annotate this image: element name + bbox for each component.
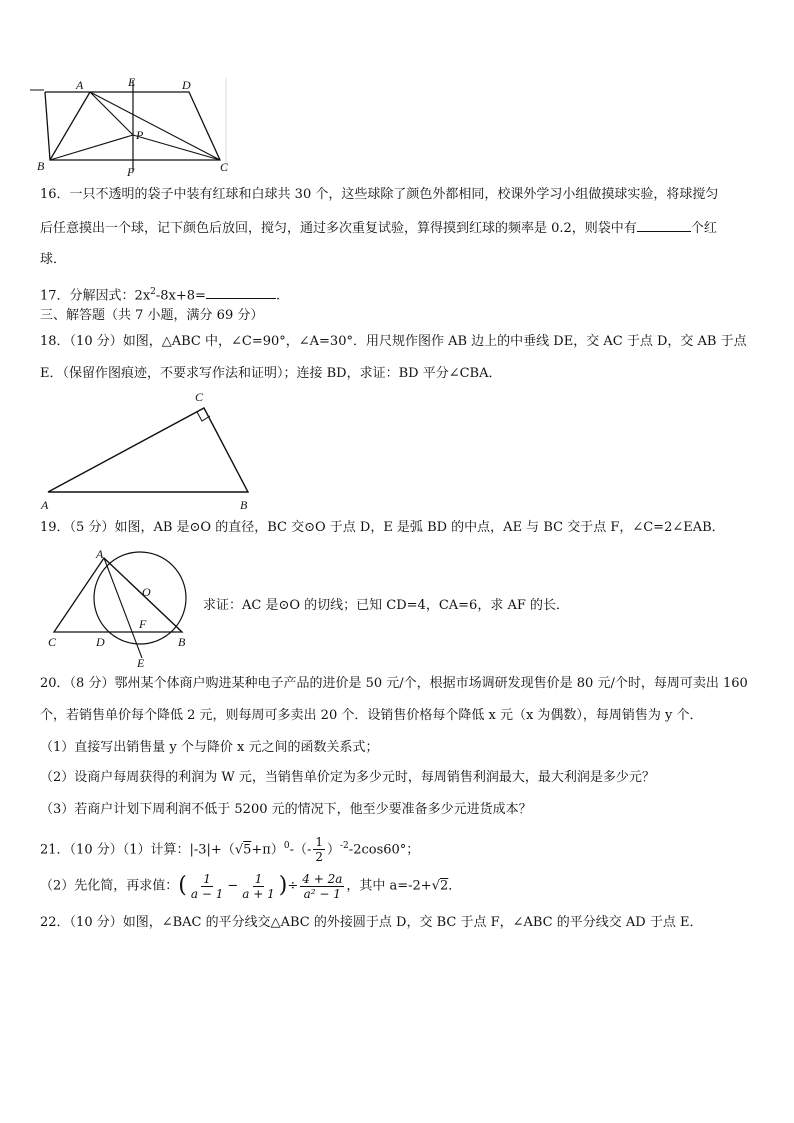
q21-p2-frac1 bbox=[189, 872, 225, 901]
label-B: B bbox=[37, 159, 45, 173]
label-D: D bbox=[182, 78, 191, 92]
q16-line3: 球． bbox=[40, 252, 67, 267]
q21-p1-sqrt: 5 bbox=[243, 842, 252, 858]
paren-open: ( bbox=[178, 873, 187, 898]
q21-p2-f2-num: 1 bbox=[254, 871, 263, 886]
q17 bbox=[40, 283, 280, 305]
fig19-label-C: C bbox=[48, 635, 57, 649]
label-C: C bbox=[220, 160, 229, 174]
q21-p1-b: +π） bbox=[251, 842, 284, 858]
q21-p2-a: （2）先化简，再求值： bbox=[40, 878, 179, 894]
q21-p1-den: 2 bbox=[315, 850, 323, 865]
q16-line2 bbox=[40, 219, 717, 238]
figure-trapezoid bbox=[30, 72, 240, 178]
figure-circle bbox=[44, 546, 194, 670]
q21-p1-a: 21．（10 分）（1）计算：|-3|+（ bbox=[40, 842, 235, 858]
q21-p1-d: ） bbox=[327, 842, 341, 858]
label-P: P bbox=[136, 128, 144, 142]
fig19-label-D: D bbox=[96, 635, 105, 649]
q21-p2-f2-den: a + 1 bbox=[242, 886, 275, 901]
fig19-label-B: B bbox=[178, 635, 186, 649]
q21-p2-frac2 bbox=[240, 872, 276, 901]
q18-line2: E．（保留作图痕迹，不要求写作法和证明）；连接 BD，求证：BD 平分∠CBA． bbox=[40, 366, 502, 381]
q21-p2-frac3 bbox=[300, 872, 344, 901]
q21-p1-exp2: -2 bbox=[340, 841, 349, 851]
q21-p2-b: ，其中 a=-2+ bbox=[346, 878, 432, 894]
q16-line2-end: 个红 bbox=[690, 221, 717, 236]
q21-p1-fraction bbox=[313, 835, 325, 864]
fig18-label-B: B bbox=[240, 498, 248, 512]
label-E: E bbox=[128, 75, 136, 89]
q21-p1-num: 1 bbox=[315, 835, 323, 850]
fig19-label-E: E bbox=[137, 656, 145, 670]
q18-line1: 18．（10 分）如图，△ABC 中，∠C=90°，∠A=30°．用尺规作图作 AB 边上的中垂线 DE，交 AC 于点 D，交 AB 于点 bbox=[40, 334, 747, 349]
q22-line1: 22．（10 分）如图，∠BAC 的平分线交△ABC 的外接圆于点 D，交 BC 于点 F，∠ABC 的平分线交 AD 于点 E． bbox=[40, 915, 703, 930]
q19-line1: 19．（5 分）如图，AB 是⊙O 的直径，BC 交⊙O 于点 D，E 是弧 BD 的中点，AE 与 BC 交于点 F，∠C=2∠EAB． bbox=[40, 520, 725, 535]
q21-p2-f1-num: 1 bbox=[203, 871, 211, 886]
q17-answer-blank bbox=[206, 286, 276, 299]
q17-text-b: -8x+8= bbox=[155, 288, 206, 304]
label-F: F bbox=[127, 165, 135, 178]
q21-p2-f3-num: 4 + 2a bbox=[302, 871, 343, 886]
sqrt-symbol-2: √ bbox=[431, 878, 440, 894]
q20-sub2: （2）设商户每周获得的利润为 W 元，当销售单价定为多少元时，每周销售利润最大，最大利润是多少元？ bbox=[40, 770, 655, 785]
q20-line2: 个，若销售单价每个降低 2 元，则每周可多卖出 20 个．设销售价格每个降低 x 元（x 为偶数），每周销售为 y 个． bbox=[40, 708, 703, 723]
fig19-label-A: A bbox=[96, 547, 104, 561]
fig19-label-O: O bbox=[142, 585, 151, 599]
label-A: A bbox=[76, 78, 84, 92]
q20-sub3: （3）若商户计划下周利润不低于 5200 元的情况下，他至少要准备多少元进货成本？ bbox=[40, 802, 532, 817]
fig18-label-C: C bbox=[195, 390, 204, 404]
figure-right-triangle bbox=[36, 388, 258, 516]
q21-part1 bbox=[40, 828, 419, 868]
minus-sign: − bbox=[227, 878, 239, 894]
q21-part2 bbox=[40, 866, 461, 907]
q17-text-a: 17．分解因式：2x bbox=[40, 288, 151, 304]
q20-line1: 20．（8 分）鄂州某个体商户购进某种电子产品的进价是 50 元/个，根据市场调研发现售价是 80 元/个时，每周可卖出 160 bbox=[40, 676, 748, 691]
q17-text-c: . bbox=[275, 288, 281, 304]
fig19-label-F: F bbox=[139, 617, 147, 631]
q21-p2-f3-den: a² − 1 bbox=[303, 886, 341, 901]
sqrt-symbol: √ bbox=[234, 842, 244, 858]
q21-p2-sqrt: 2 bbox=[440, 878, 449, 894]
q16-line1: 16．一只不透明的袋子中装有红球和白球共 30 个，这些球除了颜色外都相同，校课外学习小组做摸球实验，将球搅匀 bbox=[40, 187, 719, 202]
q21-p1-c: -（- bbox=[289, 842, 312, 858]
q21-p2-c: ． bbox=[448, 878, 462, 894]
q21-p1-exp0: 0 bbox=[283, 841, 290, 851]
q16-line2-text: 后任意摸出一个球，记下颜色后放回，搅匀，通过多次重复试验，算得摸到红球的频率是 0.2，则袋中有 bbox=[40, 221, 637, 236]
q19-prompt: 求证：AC 是⊙O 的切线；已知 CD=4，CA=6，求 AF 的长． bbox=[203, 598, 569, 613]
division-sign: ÷ bbox=[287, 878, 299, 894]
q21-p1-e: -2cos60°； bbox=[348, 842, 420, 858]
q20-sub1: （1）直接写出销售量 y 个与降价 x 元之间的函数关系式； bbox=[40, 740, 379, 755]
q16-answer-blank bbox=[637, 219, 691, 232]
q17-exponent: 2 bbox=[150, 287, 156, 297]
section-title: 三、解答题（共 7 小题，满分 69 分） bbox=[40, 308, 264, 323]
fig18-label-A: A bbox=[41, 498, 49, 512]
paren-close: ) bbox=[278, 873, 288, 898]
q21-p2-f1-den: a − 1 bbox=[190, 886, 224, 901]
